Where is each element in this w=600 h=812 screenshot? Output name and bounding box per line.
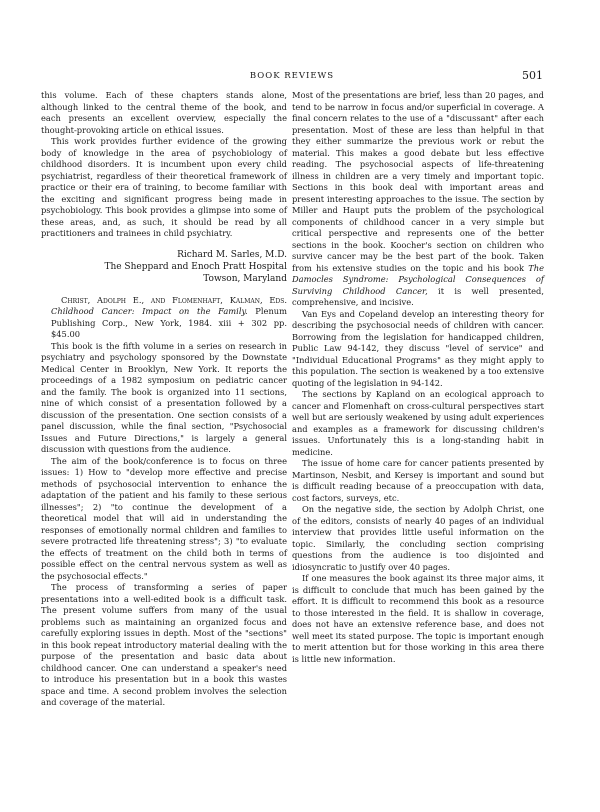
paragraph: Van Eys and Copeland develop an interesting theory for describing the psychosocial needs of children with cancer. Borrowing from the legislation for handicapped children, Public Law 94-142, they discuss "level of service" and "Individual Educational Programs" as they might apply to this population. The section is weakened by a too extensive quoting of the legislation in 94-142. — [292, 308, 544, 388]
citation-publisher: Plenum Publishing Corp., New York, 1984. xiii + 302 pp. $45.00 — [51, 306, 287, 339]
paragraph: This book is the fifth volume in a series on research in psychiatry and psychology sponsored by the Downstate Medical Center in Brooklyn, New York. It reports the proceedings of a 1982 symposium on pediatric cancer and the family. The book is organized into 11 sections, nine of which consist of a presentation followed by a discussion of the presentation. One section consists of a panel discussion, while the final section, "Psychosocial Issues and Future Directions," is largely a general discussion with questions from the audience. — [41, 340, 287, 454]
paragraph: The issue of home care for cancer patients presented by Martinson, Nesbit, and Kersey is important and sound but is difficult reading because of a preoccupation with data, cost factors, surveys, etc. — [292, 458, 544, 503]
page-number: 501 — [522, 69, 543, 82]
citation-authors: Christ, Adolph E., and Flomenhaft, Kalman, Eds. — [61, 294, 287, 305]
paragraph: this volume. Each of these chapters stands alone, although linked to the central theme of the book, and each presents an excellent overview, especially the thought-provoking article on ethical issues. — [41, 90, 287, 135]
left-column — [41, 90, 287, 709]
paragraph: The aim of the book/conference is to focus on three issues: 1) How to "develop more effective and precise methods of psychosocial intervention to enhance the adaptation of the patient and his family to these serious illnesses"; 2) "to continue the development of a theoretical model that will aid in understanding the responses of emotionally normal children and families to severe protracted life threatening stress"; 3) "to evaluate the effects of treatment on the child both in terms of possible effect on the central nervous system as well as the psychosocial effects." — [41, 455, 287, 581]
reviewer-signature — [41, 249, 287, 285]
paragraph — [292, 90, 544, 309]
text-run: it is well presented, comprehensive, and incisive. — [292, 285, 545, 307]
paragraph: The process of transforming a series of paper presentations into a well-edited book is a difficult task. The present volume suffers from many of the usual problems such as maintaining an organized focus and carefully exploring issues in depth. Most of the "sections" in this book repeat introductory material dealing with the purpose of the presentation and basic data about childhood cancer. One can understand a speaker's need to introduce his presentation but in a book this wastes space and time. A second problem involves the selection and coverage of the material. — [41, 582, 287, 707]
right-column — [292, 90, 544, 665]
text-run: Most of the presentations are brief, less than 20 pages, and tend to be narrow in focus and/or superficial in coverage. A final concern relates to the use of a "discussant" after each presentation. Most of these are less than helpful in that they either summarize the previous work or rebut the material. This makes a good debate but less effective reading. The psychosocial aspects of life-threatening illness in children are a very timely and important topic. Sections in this book deal with important areas and present interesting approaches to the issue. The section by Miller and Haupt puts the problem of the psychological components of childhood cancer in a very simple but critical perspective and represents one of the better sections in the book. Koocher's section on children who survive cancer may be the best part of the book. Taken from his extensive studies on the topic and his book — [292, 90, 544, 273]
book-title-italic: The Damocles Syndrome: Psychological Consequences of Surviving Childhood Cancer, — [292, 262, 544, 296]
paragraph: If one measures the book against its three major aims, it is difficult to conclude that much has been gained by the effort. It is difficult to recommend this book as a resource to those interested in the field. It is shallow in coverage, does not have an extensive reference base, and does not well meet its stated purpose. The topic is important enough to merit attention but for those working in this area there is little new information. — [292, 573, 544, 664]
reviewer-location: Towson, Maryland — [203, 273, 287, 284]
book-citation — [41, 295, 287, 341]
reviewer-institution: The Sheppard and Enoch Pratt Hospital — [104, 261, 287, 272]
running-title: BOOK REVIEWS — [249, 71, 335, 81]
page-header — [41, 69, 543, 83]
paragraph: The sections by Kapland on an ecological approach to cancer and Flomenhaft on cross-cultural perspectives start well but are seriously weakened by using adult experiences and examples as a framework for discussing children's issues. Unfortunately this is a long-standing habit in medicine. — [292, 389, 544, 457]
citation-title: Childhood Cancer: Impact on the Family. — [51, 306, 248, 316]
paragraph: On the negative side, the section by Adolph Christ, one of the editors, consists of nearly 40 pages of an individual interview that provides little useful information on the topic. Similarly, the concluding section comprising questions from the audience is too disjointed and idiosyncratic to justify over 40 pages. — [292, 504, 544, 572]
paragraph: This work provides further evidence of the growing body of knowledge in the area of psychobiology of childhood disorders. It is incumbent upon every child psychiatrist, regardless of their theoretical framework of practice or their era of training, to become familiar with the exciting and significant progress being made in psychobiology. This book provides a glimpse into some of these areas, and, as such, it should be read by all practitioners and trainees in child psychiatry. — [41, 136, 287, 238]
reviewer-name: Richard M. Sarles, M.D. — [177, 249, 287, 260]
